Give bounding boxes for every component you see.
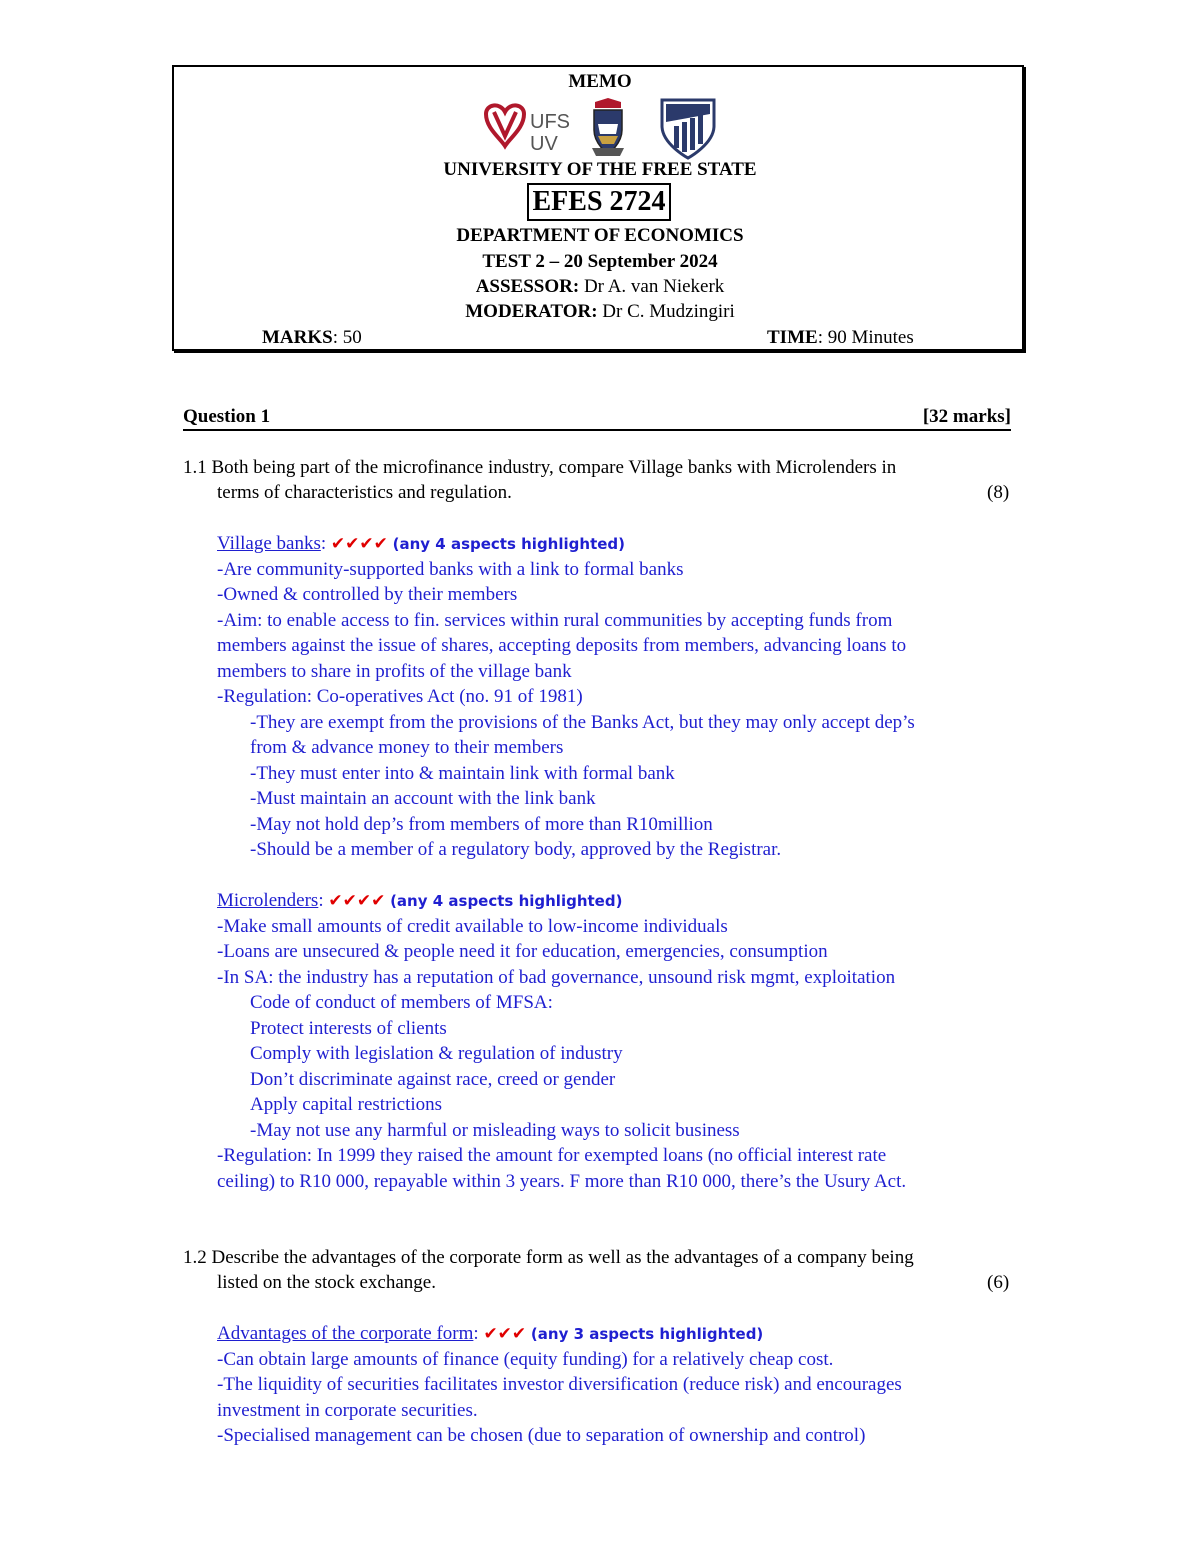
corporate-colon: : [473,1323,479,1344]
micro-line: -Regulation: In 1999 they raised the amount for exempted loans (no official interest rate [217,1145,887,1166]
q1-1-line-2: terms of characteristics and regulation. [217,482,512,503]
village-heading: Village banks [217,533,321,554]
corporate-heading: Advantages of the corporate form [217,1323,474,1344]
memo-title: MEMO [568,71,632,92]
marks-label: MARKS [262,327,333,348]
logos [480,96,720,162]
village-line: -Must maintain an account with the link bank [250,788,596,809]
ufs-logo-icon [480,96,720,162]
ufs-logo-text-bottom: UV [530,133,558,155]
micro-heading: Microlenders [217,890,319,911]
village-colon: : [320,533,327,554]
village-line: -Aim: to enable access to fin. services within rural communities by accepting funds from [217,610,893,631]
micro-colon: : [318,890,324,911]
corporate-line: investment in corporate securities. [217,1400,478,1421]
micro-tick-marks: ✔✔✔✔ [328,891,386,911]
micro-line: -Loans are unsecured & people need it for education, emergencies, consumption [217,941,828,962]
moderator-label: MODERATOR: [465,301,598,322]
village-line: from & advance money to their members [250,737,564,758]
corporate-line: -Specialised management can be chosen (due to separation of ownership and control) [217,1425,866,1446]
q1-2-line-2: listed on the stock exchange. [217,1272,436,1293]
corporate-note: (any 3 aspects highlighted) [530,1325,764,1343]
q1-2-line-1: 1.2 Describe the advantages of the corporate form as well as the advantages of a company being [183,1247,914,1268]
village-heading-row [217,531,625,558]
moderator-name: Dr C. Mudzingiri [597,301,735,322]
village-note: (any 4 aspects highlighted) [392,535,626,553]
crest-icon [592,98,624,156]
village-line: -They must enter into & maintain link with formal bank [250,763,675,784]
micro-line: -May not use any harmful or misleading ways to solicit business [250,1120,740,1141]
question-heading [183,405,1011,431]
corporate-heading-row [217,1321,763,1348]
village-line: members to share in profits of the village bank [217,661,572,682]
course-code: EFES 2724 [527,183,671,221]
assessor-line [0,275,1200,299]
corporate-line: -Can obtain large amounts of finance (equity funding) for a relatively cheap cost. [217,1349,834,1370]
micro-line: -In SA: the industry has a reputation of bad governance, unsound risk mgmt, exploitation [217,967,896,988]
shield-bars-icon [662,100,714,158]
department-name: DEPARTMENT OF ECONOMICS [456,225,744,246]
question-title: Question 1 [183,406,271,427]
marks-info [262,326,362,350]
micro-line: Don’t discriminate against race, creed or gender [250,1069,616,1090]
corporate-line: -The liquidity of securities facilitates investor diversification (reduce risk) and encourages [217,1374,902,1395]
assessor-label: ASSESSOR: [475,276,580,297]
test-title: TEST 2 – 20 September 2024 [482,251,718,272]
micro-heading-row [217,888,622,915]
micro-line: Protect interests of clients [250,1018,447,1039]
micro-line: Code of conduct of members of MFSA: [250,992,553,1013]
marks-value: : 50 [332,327,362,348]
village-line: -May not hold dep’s from members of more than R10million [250,814,713,835]
village-line: -Regulation: Co-operatives Act (no. 91 of 1981) [217,686,583,707]
micro-note: (any 4 aspects highlighted) [390,892,623,910]
time-label: TIME [767,327,818,348]
micro-line: Comply with legislation & regulation of industry [250,1043,623,1064]
time-info [767,326,914,350]
ufs-logo-text-top: UFS [530,111,570,133]
moderator-line [0,300,1200,324]
corporate-tick-marks: ✔✔✔ [483,1324,527,1344]
village-tick-marks: ✔✔✔✔ [330,534,388,554]
university-name: UNIVERSITY OF THE FREE STATE [443,159,757,180]
micro-line: -Make small amounts of credit available to low-income individuals [217,916,728,937]
assessor-name: Dr A. van Niekerk [579,276,725,297]
village-line: members against the issue of shares, accepting deposits from members, advancing loans to [217,635,907,656]
village-line: -Are community-supported banks with a link to formal banks [217,559,684,580]
village-line: -They are exempt from the provisions of the Banks Act, but they may only accept dep’s [250,712,915,733]
q1-2-marks: (6) [987,1272,1010,1293]
q1-1-line-1: 1.1 Both being part of the microfinance industry, compare Village banks with Microlenders in [183,457,897,478]
micro-line: ceiling) to R10 000, repayable within 3 years. F more than R10 000, there’s the Usury Act. [217,1171,907,1192]
question-marks: [32 marks] [922,406,1011,427]
micro-line: Apply capital restrictions [250,1094,443,1115]
q1-1-marks: (8) [987,482,1010,503]
time-value: : 90 Minutes [817,327,914,348]
village-line: -Should be a member of a regulatory body, approved by the Registrar. [250,839,782,860]
village-line: -Owned & controlled by their members [217,584,518,605]
